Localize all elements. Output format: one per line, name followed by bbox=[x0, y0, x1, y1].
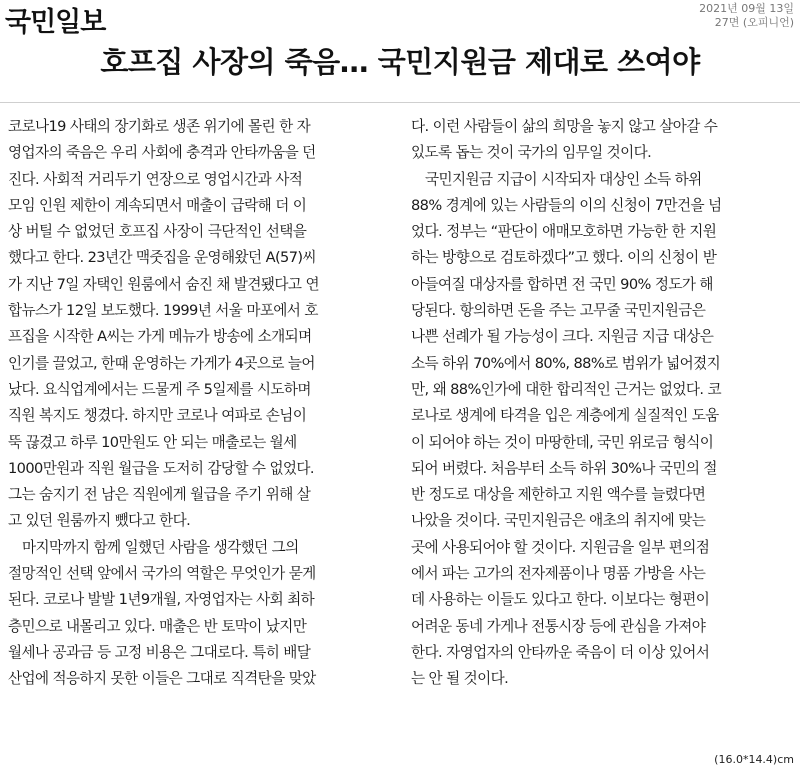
article-line: 되어 버렸다. 처음부터 소득 하위 30%나 국민의 절 bbox=[411, 459, 717, 477]
article-line: 로나로 생계에 타격을 입은 계층에게 실질적인 도움 bbox=[411, 407, 719, 425]
article-line: 났다. 요식업계에서는 드물게 주 5일제를 시도하며 bbox=[8, 380, 311, 398]
article-line: 1000만원과 직원 월급을 도저히 감당할 수 없었다. bbox=[8, 459, 314, 477]
article-line: 었다. 정부는 “판단이 애매모호하면 가능한 한 지원 bbox=[411, 223, 717, 241]
article-line: 데 사용하는 이들도 있다고 한다. 이보다는 형편이 bbox=[411, 591, 710, 609]
article-line: 직원 복지도 챙겼다. 하지만 코로나 여파로 손님이 bbox=[8, 407, 307, 425]
article-line: 층민으로 내몰리고 있다. 매출은 반 토막이 났지만 bbox=[8, 617, 307, 635]
article-line: 어려운 동네 가게나 전통시장 등에 관심을 가져야 bbox=[411, 617, 706, 635]
article-size-note: (16.0*14.4)cm bbox=[714, 753, 794, 766]
article-line: 산업에 적응하지 못한 이들은 그대로 직격탄을 맞았 bbox=[8, 670, 316, 688]
article-line: 아들여질 대상자를 합하면 전 국민 90% 정도가 해 bbox=[411, 275, 713, 293]
article-column-left bbox=[8, 114, 391, 693]
article-line: 된다. 코로나 발발 1년9개월, 자영업자는 사회 최하 bbox=[8, 591, 315, 609]
article-line: 88% 경계에 있는 사람들의 이의 신청이 7만건을 넘 bbox=[411, 196, 722, 214]
article-column-right bbox=[411, 114, 794, 693]
article-line: 다. 이런 사람들이 삶의 희망을 놓지 않고 살아갈 수 bbox=[411, 118, 718, 135]
article-line: 있도록 돕는 것이 국가의 임무일 것이다. bbox=[411, 144, 652, 162]
article-line: 나았을 것이다. 국민지원금은 애초의 취지에 맞는 bbox=[411, 512, 706, 530]
newspaper-logo: 국민일보 bbox=[5, 7, 106, 38]
article-line: 프집을 시작한 A씨는 가게 메뉴가 방송에 소개되며 bbox=[8, 328, 312, 346]
article-line: 만, 왜 88%인가에 대한 합리적인 근거는 없었다. 코 bbox=[411, 380, 721, 398]
headline-divider bbox=[0, 102, 800, 103]
page-section: 27면 (오피니언) bbox=[714, 16, 794, 29]
article-line: 월세나 공과금 등 고정 비용은 그대로다. 특히 배달 bbox=[8, 643, 311, 661]
article-line: 이 되어야 하는 것이 마땅한데, 국민 위로금 형식이 bbox=[411, 433, 714, 451]
article-line: 에서 파는 고가의 전자제품이나 명품 가방을 사는 bbox=[411, 565, 706, 583]
publication-meta bbox=[699, 2, 794, 30]
article-body bbox=[8, 114, 794, 693]
article-line: 모임 인원 제한이 계속되면서 매출이 급락해 더 이 bbox=[8, 196, 307, 214]
article-line: 가 지난 7일 자택인 원룸에서 숨진 채 발견됐다고 연 bbox=[8, 275, 319, 293]
article-line: 고 있던 원룸까지 뺐다고 한다. bbox=[8, 512, 191, 530]
article-line: 소득 하위 70%에서 80%, 88%로 범위가 넓어졌지 bbox=[411, 354, 721, 372]
article-line: 나쁜 선례가 될 가능성이 크다. 지원금 지급 대상은 bbox=[411, 328, 714, 346]
article-line: 그는 숨지기 전 남은 직원에게 월급을 주기 위해 살 bbox=[8, 486, 311, 504]
article-line: 진다. 사회적 거리두기 연장으로 영업시간과 사적 bbox=[8, 170, 303, 188]
article-line: 상 버틸 수 없었던 호프집 사장이 극단적인 선택을 bbox=[8, 223, 307, 241]
editorial-headline: 호프집 사장의 죽음… 국민지원금 제대로 쓰여야 bbox=[100, 45, 700, 79]
article-line: 절망적인 선택 앞에서 국가의 역할은 무엇인가 묻게 bbox=[8, 565, 316, 583]
article-line: 뚝 끊겼고 하루 10만원도 안 되는 매출로는 월세 bbox=[8, 433, 297, 451]
article-line: 영업자의 죽음은 우리 사회에 충격과 안타까움을 던 bbox=[8, 144, 316, 162]
publication-date: 2021년 09월 13일 bbox=[699, 2, 794, 15]
article-line: 하는 방향으로 검토하겠다”고 했다. 이의 신청이 받 bbox=[411, 249, 717, 267]
article-line: 국민지원금 지급이 시작되자 대상인 소득 하위 bbox=[425, 170, 702, 188]
article-line: 합뉴스가 12일 보도했다. 1999년 서울 마포에서 호 bbox=[8, 302, 318, 320]
article-line: 마지막까지 함께 일했던 사람을 생각했던 그의 bbox=[22, 538, 299, 556]
article-line: 했다고 한다. 23년간 맥줏집을 운영해왔던 A(57)씨 bbox=[8, 249, 317, 267]
article-line: 반 정도로 대상을 제한하고 지원 액수를 늘렸다면 bbox=[411, 486, 706, 504]
article-line: 한다. 자영업자의 안타까운 죽음이 더 이상 있어서 bbox=[411, 643, 710, 661]
article-line: 인기를 끌었고, 한때 운영하는 가게가 4곳으로 늘어 bbox=[8, 354, 315, 372]
article-line: 당된다. 항의하면 돈을 주는 고무줄 국민지원금은 bbox=[411, 302, 706, 320]
article-line: 코로나19 사태의 장기화로 생존 위기에 몰린 한 자 bbox=[8, 118, 311, 135]
article-line: 곳에 사용되어야 할 것이다. 지원금을 일부 편의점 bbox=[411, 538, 710, 556]
article-line: 는 안 될 것이다. bbox=[411, 670, 509, 688]
